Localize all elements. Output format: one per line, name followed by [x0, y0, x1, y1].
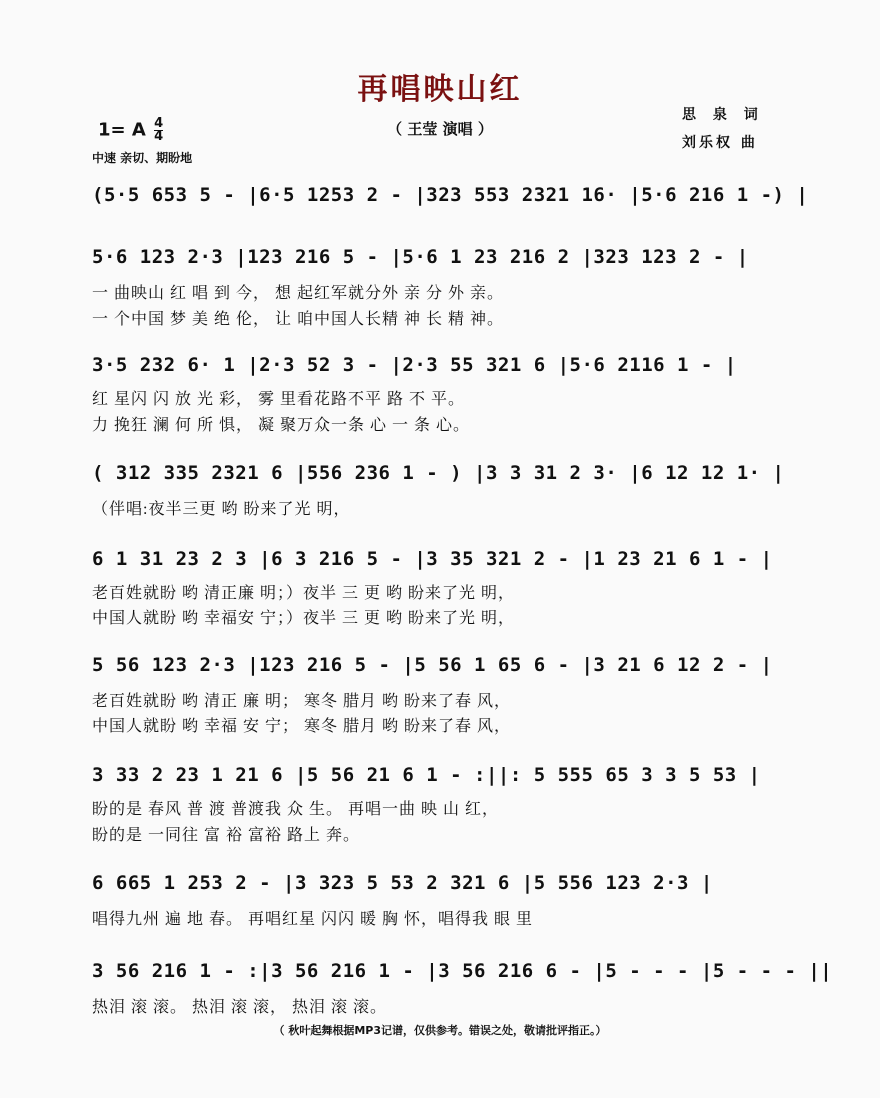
tempo-marking: 中速 亲切、期盼地 [92, 151, 193, 165]
key-signature [98, 118, 163, 143]
score-system [0, 542, 880, 582]
key-text: 1= A [98, 119, 146, 141]
score-system [0, 866, 880, 906]
lyric-line: 一 个中国 梦 美 绝 伦， 让 咱中国人长精 神 长 精 神。 [92, 311, 505, 328]
score-system [0, 348, 880, 388]
notation-line: 5·6 123 2·3 |123 216 5 - |5·6 1 23 216 2 |323 123 2 - | [92, 246, 749, 268]
lyric-line: 唱得九州 遍 地 春。 再唱红星 闪闪 暖 胸 怀，唱得我 眼 里 [92, 911, 534, 928]
lyric-line: 中国人就盼 哟 幸福 安 宁； 寒冬 腊月 哟 盼来了春 风， [92, 718, 512, 735]
score-system [0, 954, 880, 994]
score-system [0, 178, 880, 218]
lyric-line: 力 挽狂 澜 何 所 惧， 凝 聚万众一条 心 一 条 心。 [92, 417, 471, 434]
song-title: 再唱映山红 [357, 72, 523, 107]
time-signature [154, 118, 163, 143]
score-system [0, 456, 880, 496]
lyricist-credit: 思 泉 词 [682, 107, 764, 123]
notation-line: (5·5 653 5 - |6·5 1253 2 - |323 553 2321 16· |5·6 216 1 -) | [92, 184, 809, 206]
singer-credit: （ 王莹 演唱 ） [387, 120, 493, 138]
lyric-line: 老百姓就盼 哟 清正 廉 明； 寒冬 腊月 哟 盼来了春 风， [92, 693, 512, 710]
lyric-line: 一 曲映山 红 唱 到 今， 想 起红军就分外 亲 分 外 亲。 [92, 285, 505, 302]
notation-line: 3·5 232 6· 1 |2·3 52 3 - |2·3 55 321 6 |5·6 2116 1 - | [92, 354, 737, 376]
time-top: 4 [154, 116, 164, 131]
time-bottom: 4 [154, 129, 164, 144]
notation-line: 5 56 123 2·3 |123 216 5 - |5 56 1 65 6 - |3 21 6 12 2 - | [92, 654, 773, 676]
notation-line: 3 56 216 1 - :|3 56 216 1 - |3 56 216 6 - |5 - - - |5 - - - || [92, 960, 833, 982]
notation-line: ( 312 335 2321 6 |556 236 1 - ) |3 3 31 2 3· |6 12 12 1· | [92, 462, 785, 484]
lyric-line: （伴唱:夜半三更 哟 盼来了光 明， [92, 501, 351, 518]
score-system [0, 240, 880, 280]
lyric-line: 盼的是 春风 普 渡 普渡我 众 生。 再唱一曲 映 山 红， [92, 801, 500, 818]
composer-credit: 刘乐权 曲 [682, 135, 758, 151]
transcription-note: （ 秋叶起舞根据MP3记谱，仅供参考。错误之处，敬请批评指正。） [273, 1024, 607, 1037]
notation-line: 6 1 31 23 2 3 |6 3 216 5 - |3 35 321 2 - |1 23 21 6 1 - | [92, 548, 773, 570]
lyric-line: 红 星闪 闪 放 光 彩， 雾 里看花路不平 路 不 平。 [92, 391, 466, 408]
score-system [0, 648, 880, 688]
lyric-line: 中国人就盼 哟 幸福安 宁；）夜半 三 更 哟 盼来了光 明， [92, 610, 516, 627]
notation-line: 3 33 2 23 1 21 6 |5 56 21 6 1 - :||: 5 555 65 3 3 5 53 | [92, 764, 761, 786]
score-system [0, 758, 880, 798]
lyric-line: 热泪 滚 滚。 热泪 滚 滚， 热泪 滚 滚。 [92, 999, 388, 1016]
notation-line: 6 665 1 253 2 - |3 323 5 53 2 321 6 |5 556 123 2·3 | [92, 872, 713, 894]
lyric-line: 老百姓就盼 哟 清正廉 明；）夜半 三 更 哟 盼来了光 明， [92, 585, 516, 602]
lyric-line: 盼的是 一同往 富 裕 富裕 路上 奔。 [92, 827, 361, 844]
